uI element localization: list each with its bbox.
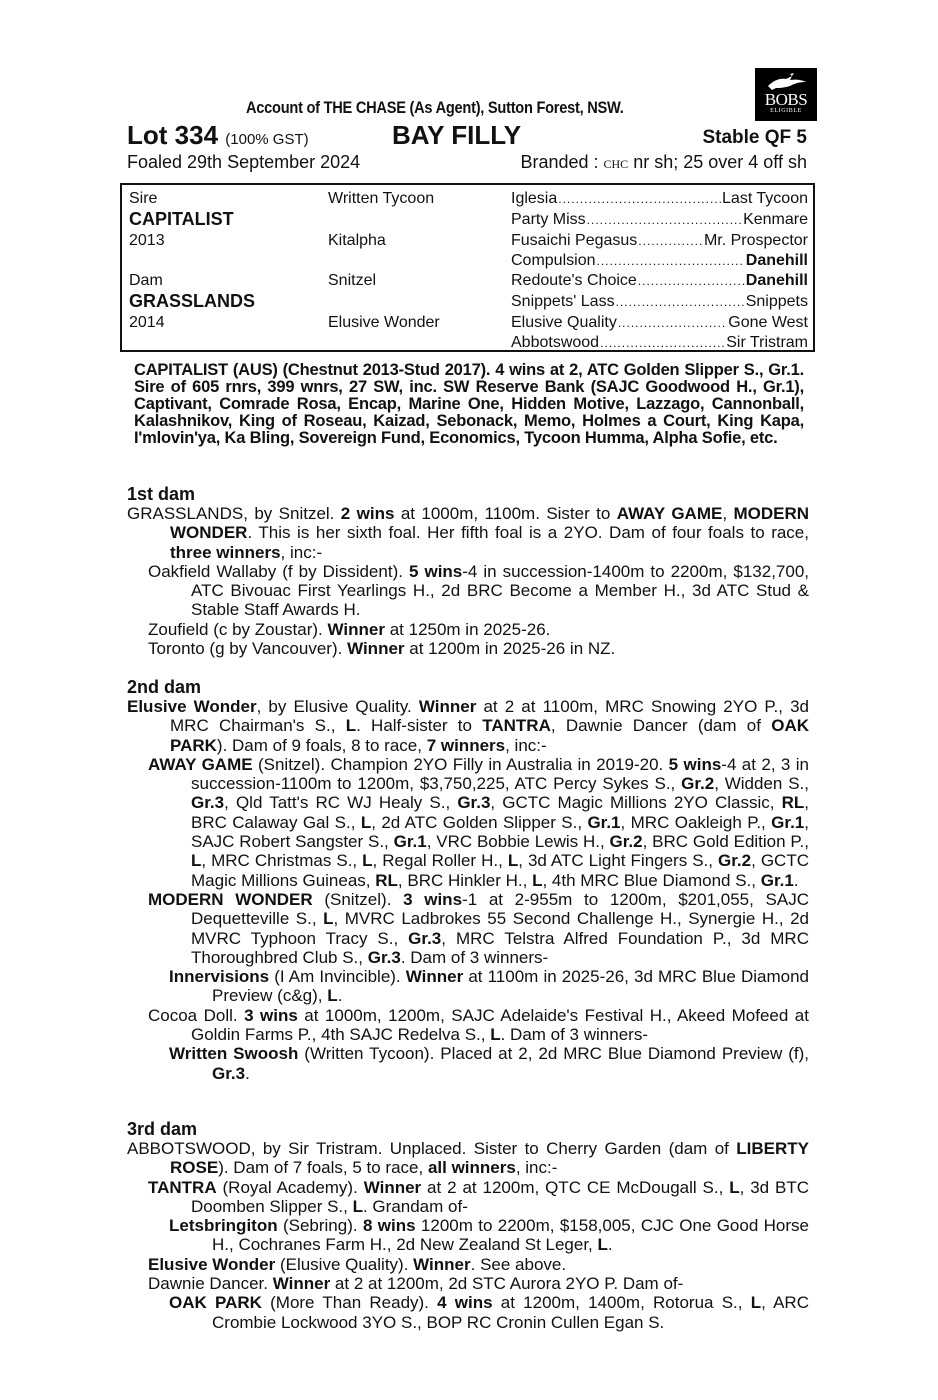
text: at 1000m, 1100m. Sister to <box>394 504 617 523</box>
progeny-entry <box>127 562 809 620</box>
ancestor-sire: Gone West <box>728 314 808 331</box>
branding <box>520 152 807 173</box>
bold-text: L <box>360 812 372 832</box>
bold-text: Winner <box>272 1274 331 1294</box>
text: ). Dam of 9 foals, 8 to race, <box>216 735 427 755</box>
section-heading: 2nd dam <box>127 677 202 697</box>
bold-text: LIBERTY ROSE <box>170 1139 809 1178</box>
bobs-eligible-logo <box>755 68 817 121</box>
text: , GCTC Magic Millions Guineas, <box>191 851 809 890</box>
bold-text: L <box>362 851 373 871</box>
text: . Grandam of- <box>362 1196 468 1216</box>
bold-text: TANTRA <box>148 1177 217 1197</box>
text: , Widden S., <box>714 774 809 794</box>
bold-text: Winner <box>327 619 385 639</box>
progeny-entry <box>127 967 809 1006</box>
bold-text: Winner <box>347 639 405 659</box>
ancestor-name: Snippets' Lass <box>511 293 615 310</box>
bold-text: L <box>532 870 543 890</box>
bold-text: OAK PARK <box>170 716 809 755</box>
bold-text: Gr.3 <box>212 1063 246 1083</box>
text: at 1250m in 2025-26. <box>384 619 551 639</box>
great-grandparent-row <box>511 232 808 250</box>
text: , GCTC Magic Millions 2YO Classic, <box>490 793 782 813</box>
leader-dots <box>638 234 703 248</box>
leader-dots <box>638 274 745 288</box>
text: (More Than Ready). <box>261 1293 438 1313</box>
branded-prefix: Branded : <box>520 152 599 172</box>
bold-text: L <box>507 851 519 871</box>
dam-section <box>127 484 809 658</box>
text: (Elusive Quality). <box>275 1254 414 1274</box>
leader-dots <box>596 254 744 268</box>
progeny-entry <box>127 1139 809 1178</box>
sire-label: Sire <box>129 190 158 207</box>
leader-dots <box>558 192 721 206</box>
dam-year: 2014 <box>129 314 165 331</box>
section-heading: 3rd dam <box>127 1119 198 1139</box>
bold-text: 3 wins <box>244 1005 298 1025</box>
gst-note: (100% GST) <box>225 131 309 148</box>
text: Zoufield (c by Zoustar). <box>148 619 328 639</box>
great-grandparent-row <box>511 293 808 311</box>
dam-label: Dam <box>129 272 163 289</box>
bold-text: RL <box>781 793 805 813</box>
bold-text: L <box>327 986 338 1006</box>
bold-text: Gr.1 <box>771 812 805 832</box>
leader-dots <box>587 213 742 227</box>
bold-text: TANTRA <box>482 716 551 736</box>
text: , SAJC Robert Sangster S., <box>191 812 809 852</box>
ancestor-sire: Danehill <box>745 252 808 269</box>
text: , 3d ATC Light Fingers S., <box>518 851 719 871</box>
lot-title: BAY FILLY <box>392 120 522 150</box>
text: , BRC Gold Edition P., <box>642 832 810 852</box>
logo-title: BOBS <box>764 90 808 109</box>
bold-text: Gr.2 <box>718 851 752 871</box>
bold-text: Written Swoosh <box>169 1044 299 1064</box>
progeny-entry <box>127 697 809 755</box>
bold-text: MODERN WONDER <box>148 889 313 909</box>
text: , Dawnie Dancer (dam of <box>550 716 772 736</box>
bold-text: Winner <box>363 1177 422 1197</box>
text: (Snitzel). Champion 2YO Filly in Australia in 2019-20. <box>252 754 669 774</box>
text: , ARC Crombie Lockwood 3YO S., BOP RC Cronin Cullen Egan S. <box>212 1293 809 1332</box>
lot-number <box>127 120 309 151</box>
great-grandparent-row <box>511 334 808 352</box>
ancestor-sire: Danehill <box>745 272 808 289</box>
ancestor-sire: Snippets <box>745 293 808 310</box>
bold-text: Winner <box>418 697 477 716</box>
bold-text: L <box>750 1293 762 1313</box>
great-grandparent-row <box>511 211 808 229</box>
bold-text: L <box>345 716 357 736</box>
bold-text: Winner <box>413 1254 471 1274</box>
text: Dawnie Dancer. <box>148 1274 273 1294</box>
great-grandparent-row <box>511 190 808 208</box>
text: -4 in succession-1400m to 2200m, $132,700, ATC Bivouac First Yearlings H., 2d BRC Become a Member H., 3d ATC Stud & Stable Staff Awards H. <box>191 561 810 620</box>
text: at 2 at 1100m, MRC Snowing 2YO P., 3d MRC Chairman's S., <box>170 697 809 736</box>
progeny-entry <box>127 639 809 658</box>
bold-text: 5 wins <box>668 754 722 774</box>
sire-summary: CAPITALIST (AUS) (Chestnut 2013-Stud 2017). 4 wins at 2, ATC Golden Slipper S., Gr.1. Sire of 605 rnrs, 399 wnrs, 27 SW, inc. SW Reserve Bank (SAJC Goodwood H., Gr.1), Captivant, Comrade Rosa, Encap, Marine One, Hidden Motive, Lazzago, Cannonball, Kalashnikov, King of Roseau, Kaizad, Sebonack, Memo, Holmes a Court, King Kapa, I'mlovin'ya, Ka Bling, Sovereign Fund, Economics, Tycoon Humma, Alpha Sofie, etc. <box>134 361 804 447</box>
logo-subtitle: ELIGIBLE <box>770 108 802 114</box>
text: at 1100m in 2025-26, 3d MRC Blue Diamond Preview (c&g), <box>212 967 809 1006</box>
text: at 2 at 1200m, 2d STC Aurora 2YO P. Dam of- <box>330 1274 684 1294</box>
progeny-entry <box>127 1006 809 1045</box>
stable-location: Stable QF 5 <box>702 127 807 148</box>
section-heading: 1st dam <box>127 484 196 504</box>
text: at 1200m, 1400m, Rotorua S., <box>492 1293 751 1313</box>
text: (Snitzel). <box>312 889 404 909</box>
bold-text: Gr.2 <box>609 832 643 852</box>
text: , Regal Roller H., <box>372 851 508 871</box>
text: GRASSLANDS, by Snitzel. <box>127 504 341 523</box>
bold-text: Gr.3 <box>457 793 491 813</box>
text: (Royal Academy). <box>216 1177 364 1197</box>
text: , BRC Hinkler H., <box>397 870 533 890</box>
bold-text: Gr.2 <box>681 774 715 794</box>
text: . Dam of 3 winners- <box>400 947 549 967</box>
ancestor-sire: Mr. Prospector <box>703 232 808 249</box>
progeny-entry <box>127 1178 809 1217</box>
bold-text: Gr.3 <box>191 793 225 813</box>
bold-text: 5 wins <box>408 561 463 581</box>
text: (Written Tycoon). Placed at 2, 2d MRC Blue Diamond Preview (f), <box>298 1044 809 1064</box>
bold-text: OAK PARK <box>169 1293 262 1313</box>
progeny-entry <box>127 1044 809 1083</box>
brand-mark: CHC <box>603 157 629 171</box>
text: (I Am Invincible). <box>269 967 406 987</box>
text: , VRC Bobbie Lewis H., <box>426 832 610 852</box>
lot-label: Lot 334 <box>127 120 219 150</box>
bold-text: 8 wins <box>362 1216 416 1236</box>
bold-text: MODERN WONDER <box>170 504 810 543</box>
text: , <box>722 504 734 523</box>
text: at 2 at 1200m, QTC CE McDougall S., <box>421 1177 730 1197</box>
bold-text: three winners <box>170 542 281 562</box>
bold-text: AWAY GAME <box>616 504 723 523</box>
text: , 2d ATC Golden Slipper S., <box>371 812 588 832</box>
progeny-entry <box>127 1216 809 1255</box>
sire-year: 2013 <box>129 232 165 249</box>
ancestor-sire: Kenmare <box>743 211 808 228</box>
leader-dots <box>616 295 745 309</box>
bold-text: Gr.1 <box>587 812 621 832</box>
text: , MVRC Ladbrokes 55 Second Challenge H., Synergie H., 2d MVRC Typhoon Tracy S., <box>191 909 810 948</box>
progeny-entry <box>127 620 809 639</box>
sire-name: CAPITALIST <box>129 209 234 229</box>
text: . See above. <box>470 1254 567 1274</box>
ancestor-name: Elusive Quality <box>511 314 617 331</box>
text: , inc:- <box>280 542 323 562</box>
text: . <box>607 1235 613 1255</box>
granddam-paternal: Kitalpha <box>328 232 386 249</box>
progeny-entry <box>127 1293 809 1332</box>
bold-text: Elusive Wonder <box>148 1254 276 1274</box>
text: , Qld Tatt's RC WJ Healy S., <box>224 793 458 813</box>
bold-text: Gr.1 <box>393 832 427 852</box>
bold-text: Gr.3 <box>408 928 442 948</box>
bold-text: Gr.1 <box>760 870 794 890</box>
progeny-entry <box>127 1274 809 1293</box>
dam-name: GRASSLANDS <box>129 291 256 311</box>
bold-text: Gr.3 <box>367 947 401 967</box>
text: . Half-sister to <box>356 716 483 736</box>
text: . <box>337 986 343 1006</box>
text: , MRC Christmas S., <box>201 851 363 871</box>
text: -1 at 2-955m to 1200m, $201,055, SAJC Dequetteville S., <box>191 889 809 929</box>
ancestor-name: Party Miss <box>511 211 586 228</box>
text: , BRC Calaway Gal S., <box>191 793 809 832</box>
text: . <box>793 870 799 890</box>
grandsire-paternal: Written Tycoon <box>328 190 435 207</box>
great-grandparent-row <box>511 272 808 290</box>
text: . Dam of 3 winners- <box>500 1025 648 1045</box>
bold-text: L <box>323 909 334 929</box>
dam-section <box>127 1119 809 1332</box>
text: at 1200m in 2025-26 in NZ. <box>404 639 616 659</box>
ancestor-name: Abbotswood <box>511 334 600 351</box>
text: ABBOTSWOOD, by Sir Tristram. Unplaced. Sister to Cherry Garden (dam of <box>127 1139 737 1158</box>
bold-text: Letsbringiton <box>169 1216 278 1236</box>
bold-text: Winner <box>405 967 464 987</box>
ancestor-sire: Sir Tristram <box>726 334 808 351</box>
pedigree-table <box>120 183 815 352</box>
progeny-entry <box>127 755 809 890</box>
bold-text: L <box>597 1235 608 1255</box>
text: Cocoa Doll. <box>148 1005 245 1025</box>
great-grandparent-row <box>511 252 808 270</box>
bold-text: 4 wins <box>437 1293 493 1313</box>
vendor-account: Account of THE CHASE (As Agent), Sutton Forest, NSW. <box>246 98 624 117</box>
bold-text: L <box>729 1177 740 1197</box>
granddam-maternal: Elusive Wonder <box>328 314 440 331</box>
ancestor-name: Iglesia <box>511 190 558 207</box>
text: Oakfield Wallaby (f by Dissident). <box>148 561 409 581</box>
text: , MRC Telstra Alfred Foundation P., 3d MRC Thoroughbred Club S., <box>191 928 809 967</box>
grandsire-maternal: Snitzel <box>328 272 377 289</box>
text: -4 at 2, 3 in succession-1100m to 1200m, $3,750,225, ATC Percy Sykes S., <box>191 754 810 794</box>
bold-text: Elusive Wonder <box>127 697 257 716</box>
text: Toronto (g by Vancouver). <box>148 639 348 659</box>
text: (Sebring). <box>277 1216 363 1236</box>
bold-text: 2 wins <box>340 504 395 523</box>
text: , inc:- <box>505 735 547 755</box>
bold-text: L <box>191 851 202 871</box>
progeny-entry <box>127 504 809 562</box>
bold-text: Innervisions <box>169 967 270 987</box>
bold-text: 7 winners <box>426 735 506 755</box>
progeny-entry <box>127 890 809 967</box>
text: . This is her sixth foal. Her fifth foal is a 2YO. Dam of four foals to race, <box>247 523 809 543</box>
text: 1200m to 2200m, $158,005, CJC One Good Horse H., Cochranes Farm H., 2d New Zealand St Leger, <box>212 1216 809 1255</box>
text: , 3d BTC Doomben Slipper S., <box>191 1177 809 1216</box>
ancestor-name: Redoute's Choice <box>511 272 637 289</box>
text: ). Dam of 7 foals, 5 to race, <box>218 1158 428 1178</box>
great-grandparent-row <box>511 314 808 332</box>
text: at 1000m, 1200m, SAJC Adelaide's Festival H., Akeed Mofeed at Goldin Farms P., 4th SAJC Redelva S., <box>191 1005 809 1045</box>
bold-text: L <box>490 1025 501 1045</box>
foaled-date: Foaled 29th September 2024 <box>127 152 361 172</box>
horse-head-icon <box>764 72 808 92</box>
bold-text: L <box>352 1196 363 1216</box>
text: , MRC Oakleigh P., <box>620 812 772 832</box>
bold-text: RL <box>375 870 398 890</box>
leader-dots <box>600 336 725 350</box>
bold-text: 3 wins <box>403 889 463 909</box>
text: , 4th MRC Blue Diamond S., <box>542 870 761 890</box>
text: , by Elusive Quality. <box>256 697 419 716</box>
ancestor-name: Compulsion <box>511 252 596 269</box>
text: , inc:- <box>515 1158 558 1178</box>
leader-dots <box>618 316 727 330</box>
progeny-entry <box>127 1255 809 1274</box>
dam-section <box>127 677 809 1083</box>
branded-suffix: nr sh; 25 over 4 off sh <box>633 152 807 172</box>
ancestor-sire: Last Tycoon <box>722 190 808 207</box>
bold-text: AWAY GAME <box>148 754 253 774</box>
bold-text: all winners <box>427 1158 516 1178</box>
ancestor-name: Fusaichi Pegasus <box>511 232 638 249</box>
text: . <box>245 1063 250 1083</box>
